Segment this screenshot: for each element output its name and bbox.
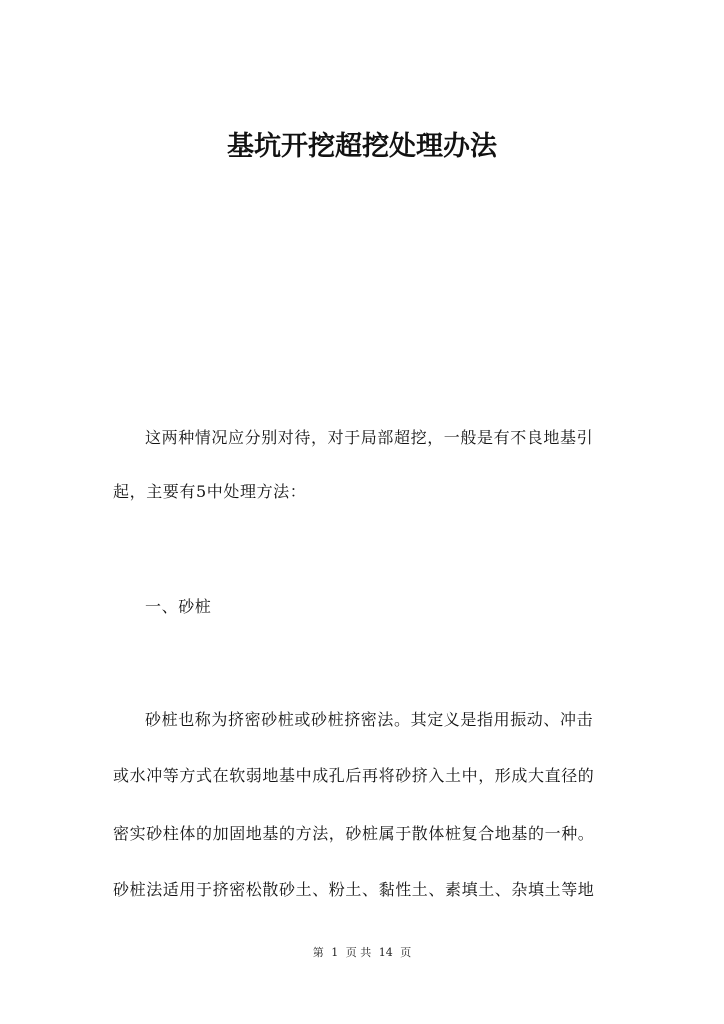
paragraph-line: 起，主要有5中处理方法： (113, 482, 307, 501)
paragraph-line: 密实砂柱体的加固地基的方法，砂桩属于散体桩复合地基的一种。 (113, 824, 595, 843)
footer-prefix: 第 (312, 946, 324, 959)
footer-suffix: 页 (400, 946, 412, 959)
footer-total-pages: 14 (378, 946, 393, 959)
paragraph-line: 或水冲等方式在软弱地基中成孔后再将砂挤入土中，形成大直径的 (113, 766, 595, 785)
page-footer (0, 944, 724, 960)
paragraph-line: 这两种情况应分别对待，对于局部超挖，一般是有不良地基引 (145, 428, 594, 447)
paragraph-line: 砂桩也称为挤密砂桩或砂桩挤密法。其定义是指用振动、冲击 (145, 710, 594, 729)
paragraph-line: 砂桩法适用于挤密松散砂土、粉土、黏性土、素填土、杂填土等地 (113, 880, 595, 899)
document-title: 基坑开挖超挖处理办法 (227, 131, 497, 162)
footer-middle: 页 共 (345, 946, 372, 959)
section-heading: 一、砂桩 (145, 597, 212, 616)
footer-current-page: 1 (331, 946, 339, 959)
